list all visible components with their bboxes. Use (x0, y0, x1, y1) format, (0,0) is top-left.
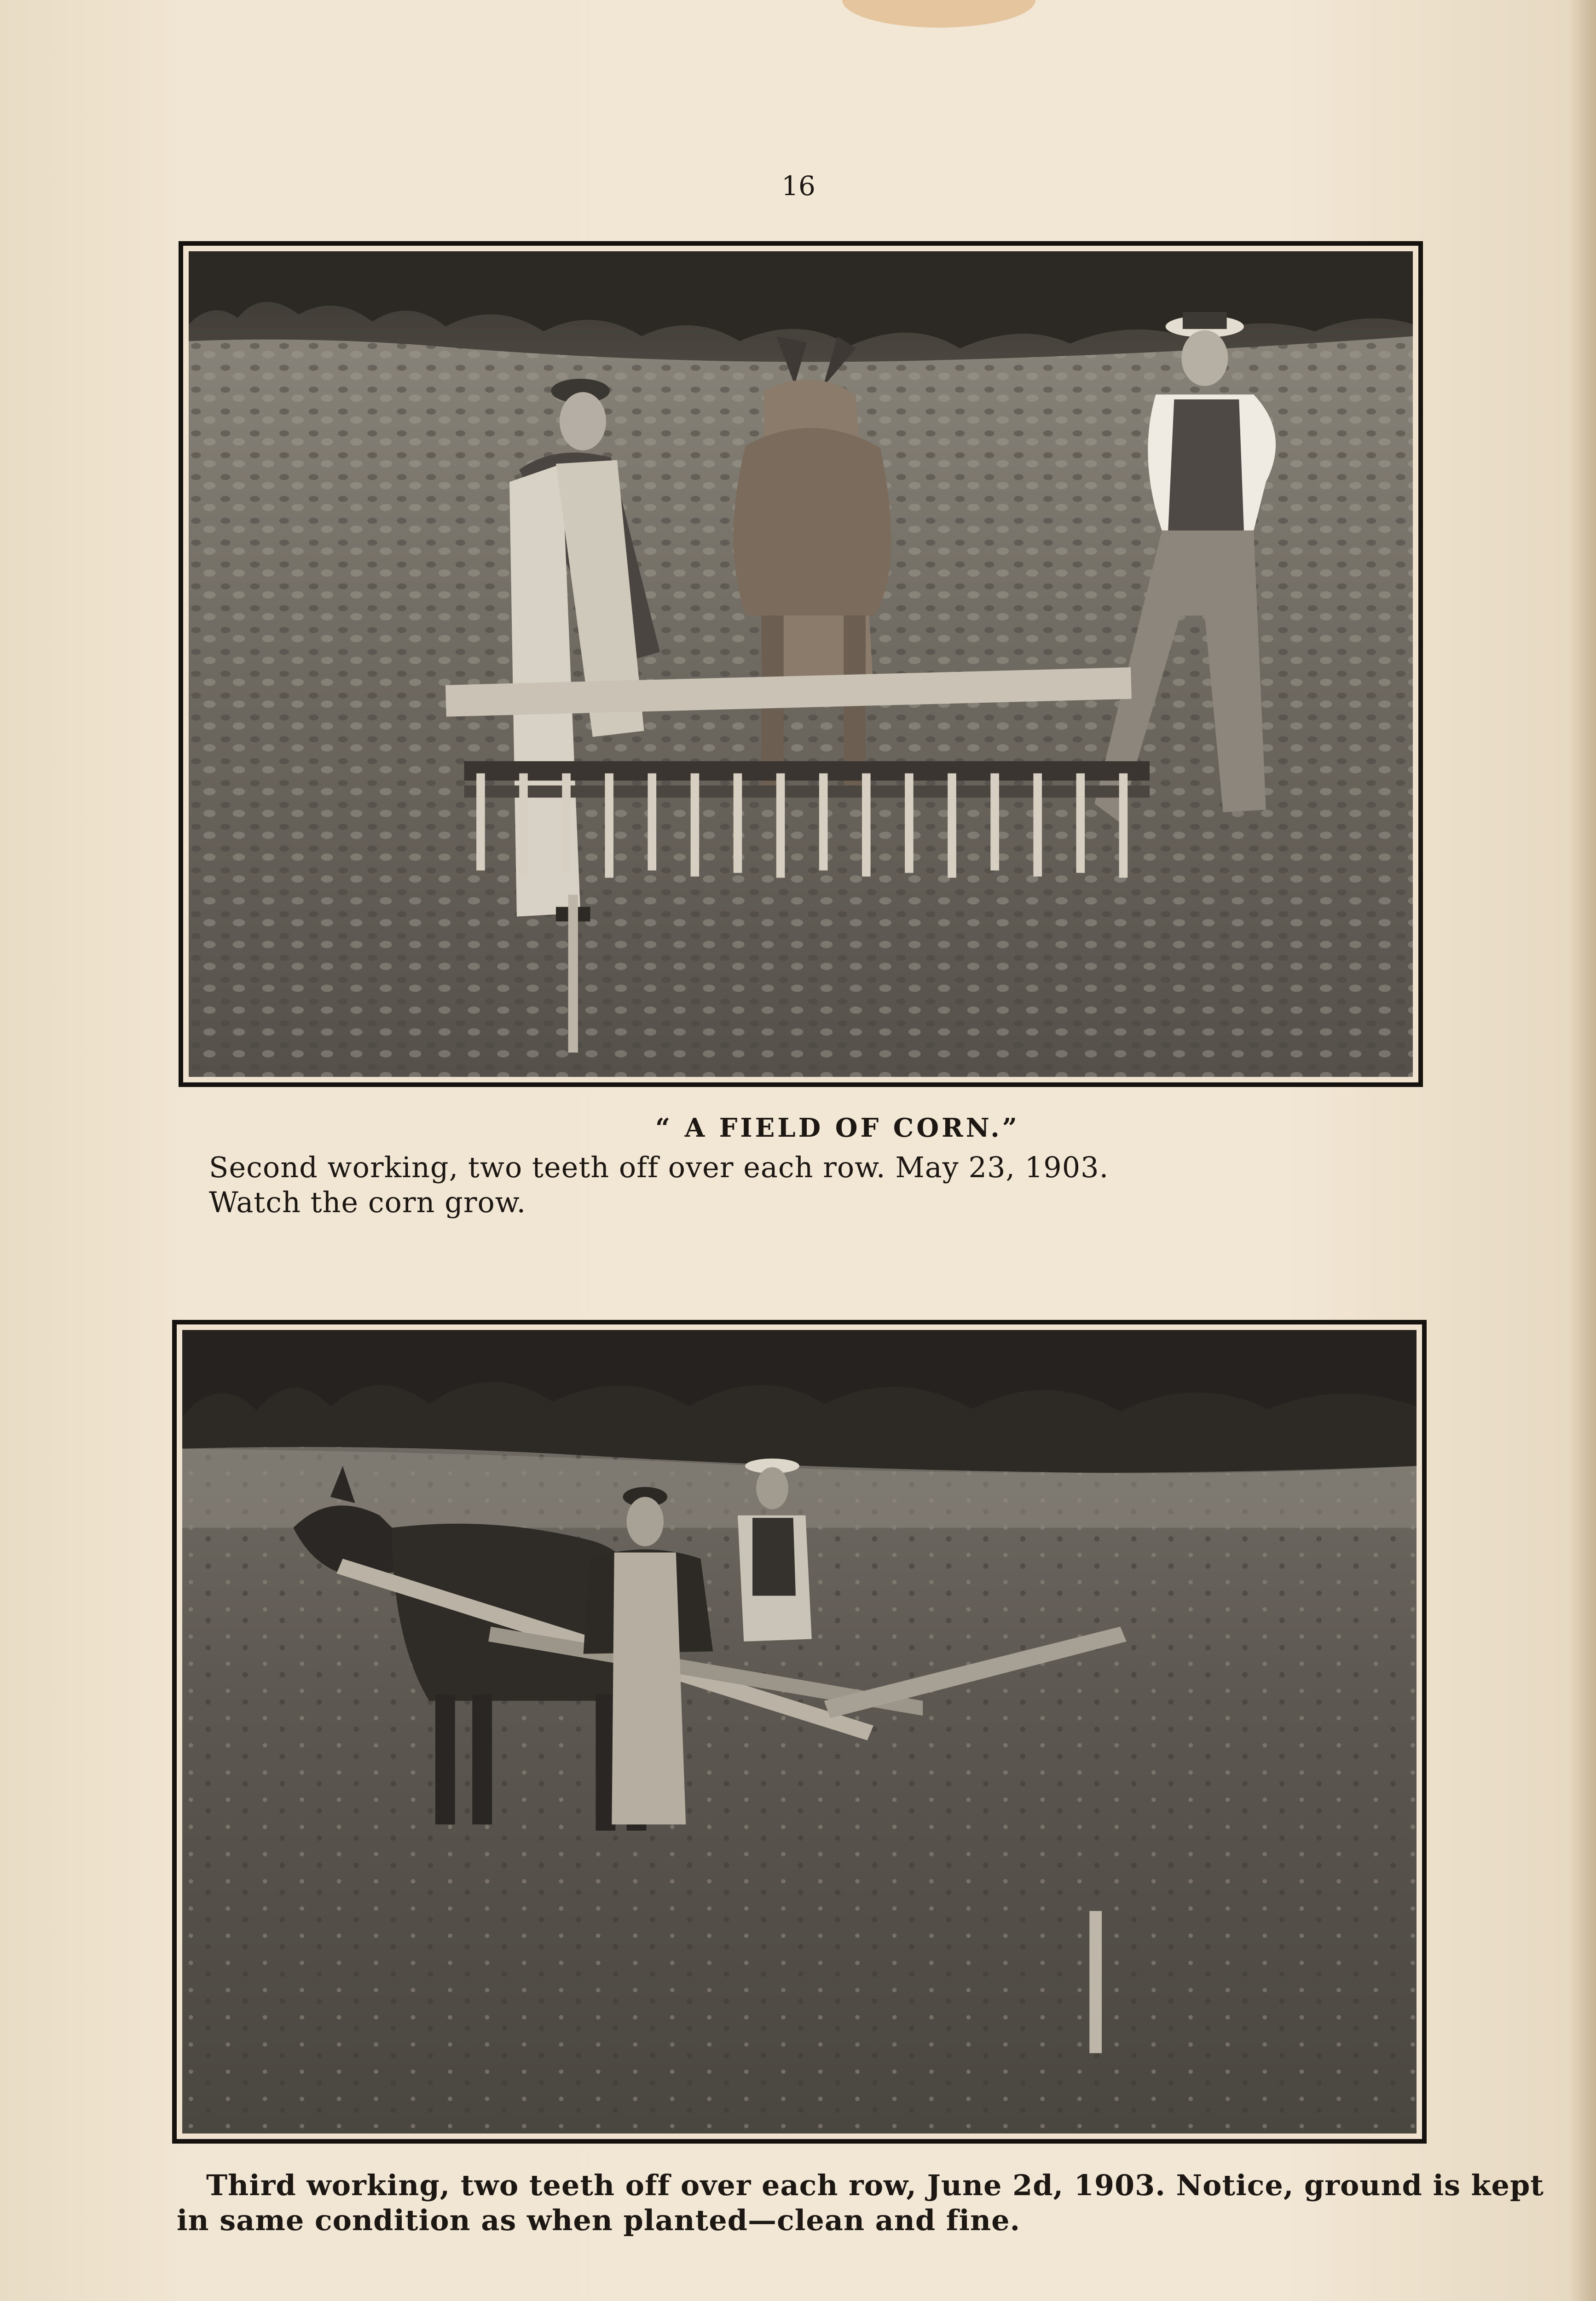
photo-field-of-corn (179, 241, 1423, 1087)
page-number: 16 (781, 170, 815, 202)
figure-caption-line: Watch the corn grow. (209, 1185, 526, 1219)
figure-caption-line: Second working, two teeth off over each row. May 23, 1903. (209, 1150, 1109, 1184)
figure-caption-line: in same condition as when planted—clean and fine. (177, 2203, 1021, 2237)
page-edge-shadow (1568, 0, 1596, 2301)
photo-harrow-scene (189, 251, 1413, 1077)
field-stake (1089, 1911, 1102, 2053)
photo-third-working (172, 1320, 1427, 2144)
figure-title: “ A FIELD OF CORN.” (655, 1113, 1020, 1143)
figure-caption-line: Third working, two teeth off over each row, June 2d, 1903. Notice, ground is kept (206, 2168, 1544, 2202)
photo-mule-scene (182, 1330, 1417, 2133)
